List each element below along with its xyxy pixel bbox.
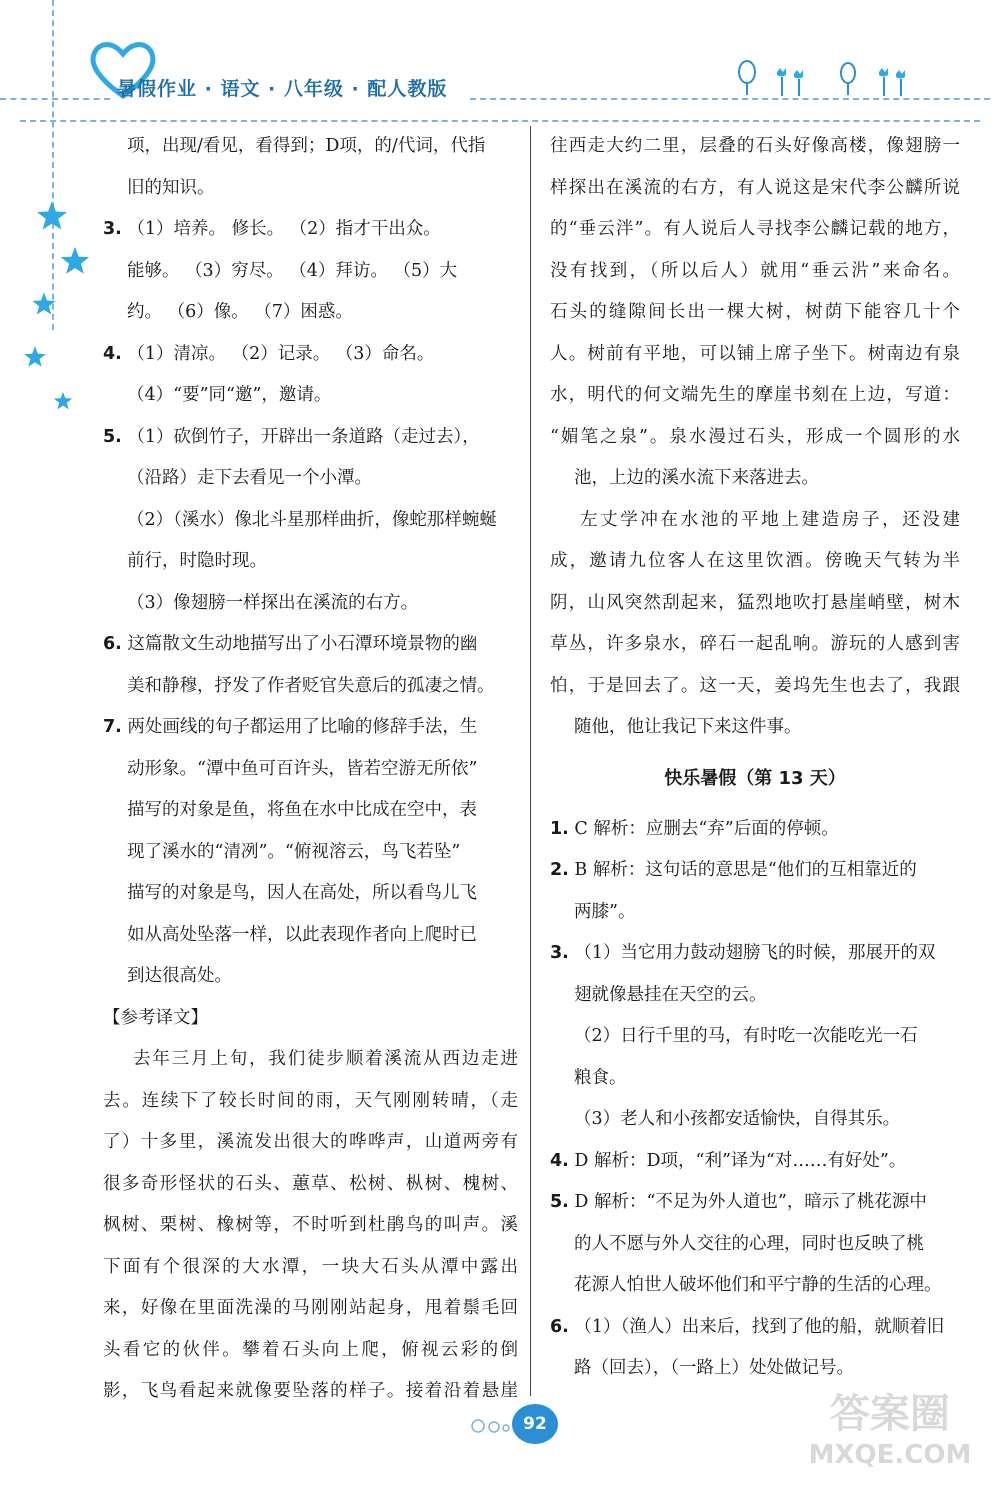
text-line: “媚笔之泉”。泉水漫过石头，形成一个圆形的水 (550, 426, 960, 447)
text-line: （2）（溪水）像北斗星那样曲折，像蛇那样蜿蜒 (127, 509, 497, 530)
item-number: 6. (103, 634, 122, 654)
text-line: 能够。 （3）穷尽。 （4）拜访。 （5）大 (127, 260, 458, 281)
text-line: 草丛，许多泉水，碎石一起乱响。游玩的人感到害 (550, 634, 960, 654)
bubbles-icon (470, 1416, 510, 1436)
text-line: 往西走大约二里，层叠的石头好像高楼，像翅膀一 (550, 136, 960, 156)
text-line: 枫树、栗树、橡树等，不时听到杜鹃鸟的叫声。溪 (103, 1215, 518, 1235)
answer-item (550, 1182, 960, 1224)
item-text: D 解析：“不足为外人道也”，暗示了桃花源中 (568, 1192, 927, 1212)
text-line: 的人不愿与外人交往的心理，同时也反映了桃 (574, 1233, 924, 1254)
answer-item (550, 1141, 960, 1183)
text-line: 翅就像悬挂在天空的云。 (574, 984, 767, 1005)
item-text: （1）（渔人）出来后，找到了他的船，就顺着旧 (568, 1316, 945, 1337)
text-line: 路（回去），（一路上）处处做记号。 (574, 1358, 854, 1378)
header-dash-line-lower (20, 120, 980, 122)
right-column-translation (550, 126, 960, 749)
answer-item (103, 624, 518, 666)
item-text: （1）当它用力鼓动翅膀飞的时候，那展开的双 (568, 943, 936, 963)
text-line: 的“垂云泮”。有人说后人寻找李公麟记载的地方， (550, 219, 960, 239)
star-icon (22, 344, 48, 370)
star-icon (30, 290, 58, 318)
text-line: 如从高处坠落一样，以此表现作者向上爬时已 (127, 924, 477, 945)
text-line: （3）老人和小孩都安适愉快，自得其乐。 (574, 1109, 901, 1129)
text-line: 成，邀请九位客人在这里饮酒。傍晚天气转为半 (550, 551, 960, 571)
text-line: 花源人怕世人破坏他们和平宁静的生活的心理。 (574, 1275, 942, 1295)
paragraph-start: 去年三月上旬，我们徒步顺着溪流从西边走进 (133, 1049, 518, 1069)
svg-text:答案圈: 答案圈 (830, 1391, 950, 1437)
paragraph-start: 左丈学冲在水池的平地上建造房子，还没建 (580, 509, 960, 530)
text-line: 两膝”。 (574, 901, 636, 922)
item-number: 2. (550, 860, 569, 880)
text-line: 项，出现/看见，看得到；D项，的/代词，代指 (127, 136, 486, 156)
page-header (0, 0, 1000, 130)
answer-item (550, 850, 960, 892)
text-line: 了）十多里，溪流发出很大的哗哗声，山道两旁有 (103, 1132, 518, 1152)
text-line: 美和静穆，抒发了作者贬官失意后的孤凄之情。 (127, 675, 495, 696)
item-number: 5. (103, 426, 122, 447)
text-line: 石头的缝隙间长出一棵大树，树荫下能容几十个 (550, 302, 960, 322)
text-line: 旧的知识。 (127, 177, 215, 198)
answer-item (550, 1307, 960, 1349)
item-text: （1）培养。 修长。 （2）指才干出众。 (121, 219, 441, 239)
item-number: 7. (103, 717, 122, 737)
text-line: 影，飞鸟看起来就像要坠落的样子。接着沿着悬崖 (103, 1381, 518, 1401)
answer-item (103, 707, 518, 749)
text-line: 描写的对象是鱼，将鱼在水中比成在空中，表 (127, 800, 477, 820)
right-column (550, 126, 960, 1390)
text-line: 阴，山风突然刮起来，猛烈地吹打悬崖峭壁，树木 (550, 592, 960, 613)
item-number: 4. (103, 343, 122, 364)
item-text: （1）清凉。 （2）记录。 （3）命名。 (121, 343, 435, 364)
text-line: 池，上边的溪水流下来落进去。 (574, 468, 819, 488)
item-number: 1. (550, 818, 569, 839)
text-line: （2）日行千里的马，有时吃一次能吃光一石 (574, 1026, 918, 1046)
text-line: （3）像翅膀一样探出在溪流的右方。 (127, 592, 419, 613)
star-icon (58, 244, 92, 278)
tulip-icon (774, 66, 808, 98)
item-text: C 解析：应删去“弃”后面的停顿。 (568, 818, 839, 839)
item-number: 5. (550, 1192, 569, 1212)
text-line: 到达很高处。 (127, 966, 232, 986)
star-icon (52, 390, 74, 412)
tree-icon (736, 60, 758, 96)
text-line: 没有找到，（所以后人）就用“垂云沜”来命名。 (550, 260, 960, 281)
text-line: 水，明代的何文端先生的摩崖书刻在上边，写道： (550, 385, 960, 405)
watermark-logo (800, 1377, 980, 1477)
answer-item (103, 334, 518, 376)
text-line: （4）“要”同“邀”，邀请。 (127, 385, 332, 405)
item-text: D 解析：D项，“利”译为“对……有好处”。 (568, 1150, 907, 1171)
page-number: 92 (512, 1404, 558, 1444)
text-line: （沿路）走下去看见一个小潭。 (127, 468, 372, 488)
answer-item (103, 209, 518, 251)
item-number: 3. (550, 943, 569, 963)
header-dash-line-right (470, 98, 990, 100)
svg-text:MXQE.COM: MXQE.COM (808, 1440, 972, 1470)
text-line: 去。连续下了较长时间的雨，天气刚刚转晴，（走 (103, 1090, 518, 1111)
left-column (103, 126, 518, 1413)
margin-dash-line (52, 0, 54, 330)
section-title: 快乐暑假（第 13 天） (664, 767, 846, 789)
text-line: 怕，于是回去了。这一天，姜坞先生也去了，我跟 (550, 675, 960, 696)
tree-icon-2 (838, 62, 858, 96)
answer-item (103, 417, 518, 459)
text-line: 粮食。 (574, 1067, 627, 1088)
answer-item (550, 809, 960, 851)
text-line: 头看它的伙伴。攀着石头向上爬，俯视云彩的倒 (103, 1339, 518, 1360)
item-text: B 解析：这句话的意思是“他们的互相靠近的 (568, 860, 917, 880)
item-number: 3. (103, 219, 122, 239)
text-line: 前行，时隐时现。 (127, 551, 267, 571)
right-column-answers (550, 809, 960, 1390)
text-line: 很多奇形怪状的石头、蕙草、松树、枞树、槐树、 (103, 1173, 518, 1194)
tulip-icon-2 (876, 66, 910, 98)
text-line: 人。树前有平地，可以铺上席子坐下。树南边有泉 (550, 343, 960, 364)
text-line: 约。 （6）像。 （7）困惑。 (127, 302, 353, 322)
text-line: 动形象。“潭中鱼可百许头，皆若空游无所依” (127, 758, 478, 779)
item-text: 两处画线的句子都运用了比喻的修辞手法，生 (121, 717, 478, 737)
header-dash-line (0, 98, 110, 100)
header-title: 暑假作业 · 语文 · 八年级 · 配人教版 (117, 78, 448, 100)
item-number: 4. (550, 1150, 569, 1171)
star-icon (34, 198, 70, 234)
text-line: 现了溪水的“清冽”。“俯视溶云，鸟飞若坠” (127, 841, 461, 862)
text-line: 描写的对象是鸟，因人在高处，所以看鸟儿飞 (127, 883, 477, 903)
text-line: 随他，他让我记下来这件事。 (574, 717, 802, 737)
item-text: 这篇散文生动地描写出了小石潭环境景物的幽 (121, 634, 478, 654)
text-line: 下面有个很深的大水潭，一块大石头从潭中露出 (103, 1256, 518, 1277)
column-divider (530, 126, 531, 1396)
reference-translation-heading: 【参考译文】 (103, 1007, 208, 1028)
text-line: 来，好像在里面洗澡的马刚刚站起身，甩着鬃毛回 (103, 1298, 518, 1318)
item-text: （1）砍倒竹子，开辟出一条道路（走过去）， (121, 426, 480, 447)
answer-item (550, 933, 960, 975)
item-number: 6. (550, 1316, 569, 1337)
text-line: 样探出在溪流的右方，有人说这是宋代李公麟所说 (550, 177, 960, 198)
